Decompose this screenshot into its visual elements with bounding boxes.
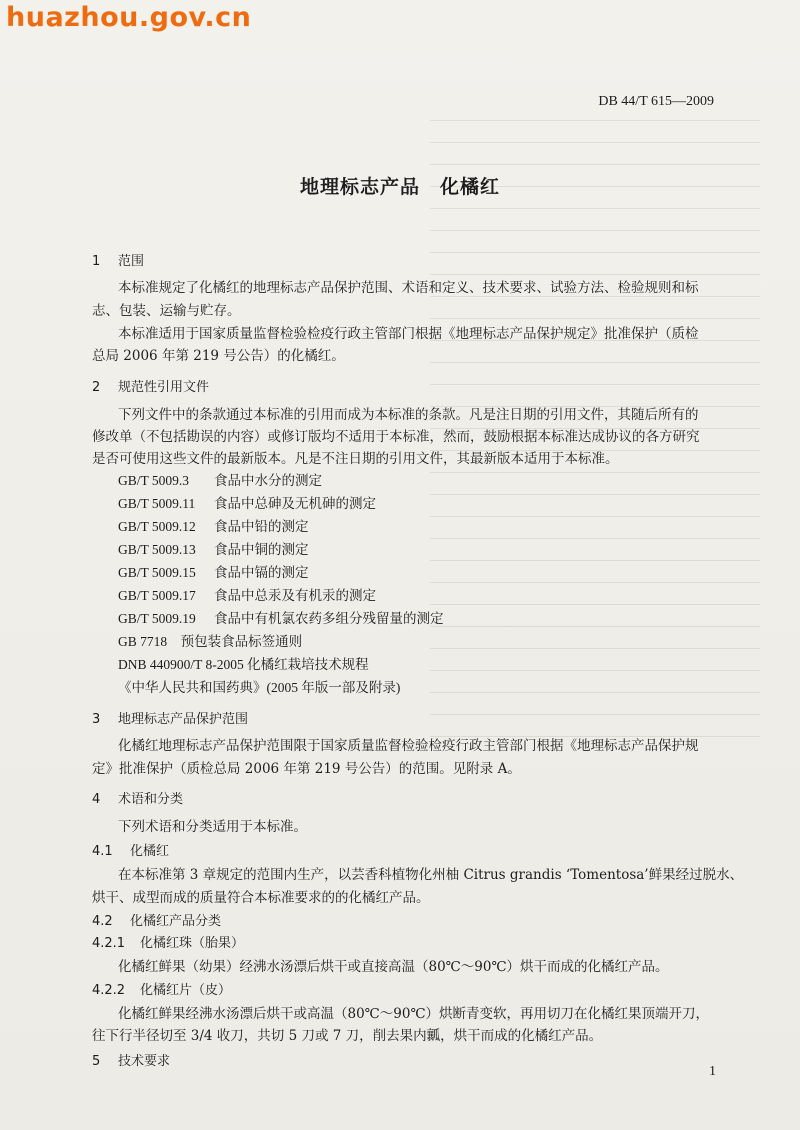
paragraph-line: 定》批准保护（质检总局 2006 年第 219 号公告）的范围。见附录 A。: [92, 761, 521, 777]
section-heading-5: 5 技术要求: [92, 1054, 171, 1069]
paragraph-line: 化橘红鲜果经沸水汤漂后烘干或高温（80℃～90℃）烘断青变软，再用切刀在化橘红果顶端开刀，: [118, 1006, 710, 1022]
paragraph-line: 修改单（不包括勘误的内容）或修订版均不适用于本标准，然而，鼓励根据本标准达成协议的各方研究: [92, 429, 700, 445]
paragraph-line: 往下行半径切至 3/4 收刀，共切 5 刀或 7 刀，削去果内瓤，烘干而成的化橘红产品。: [92, 1028, 603, 1044]
paragraph-line: 本标准规定了化橘红的地理标志产品保护范围、术语和定义、技术要求、试验方法、检验规则和标: [118, 280, 699, 296]
site-watermark: huazhou.gov.cn: [6, 2, 252, 33]
reference-item: GB/T 5009.17 食品中总汞及有机汞的测定: [118, 588, 376, 603]
paragraph-line: 在本标准第 3 章规定的范围内生产，以芸香科植物化州柚 Citrus grandis ‘Tomentosa’鲜果经过脱水、: [118, 867, 744, 883]
reference-item: GB 7718 预包装食品标签通则: [118, 634, 303, 649]
subsection-heading-4-2: 4.2 化橘红产品分类: [92, 914, 222, 929]
reference-item: GB/T 5009.15 食品中镉的测定: [118, 565, 309, 580]
paragraph-line: 烘干、成型而成的质量符合本标准要求的的化橘红产品。: [92, 890, 430, 906]
document-number: DB 44/T 615—2009: [598, 94, 714, 109]
page-title: 地理标志产品 化橘红: [299, 176, 500, 198]
paragraph-line: 志、包装、运输与贮存。: [92, 303, 241, 319]
paragraph-line: 化橘红地理标志产品保护范围限于国家质量监督检验检疫行政主管部门根据《地理标志产品保护规: [118, 738, 699, 754]
paragraph-line: 下列术语和分类适用于本标准。: [118, 819, 307, 835]
reference-item: GB/T 5009.13 食品中铜的测定: [118, 542, 309, 557]
paragraph-line: 本标准适用于国家质量监督检验检疫行政主管部门根据《地理标志产品保护规定》批准保护（质检: [118, 326, 699, 342]
page-number: 1: [709, 1064, 716, 1079]
reference-item: DNB 440900/T 8-2005 化橘红栽培技术规程: [118, 657, 369, 672]
paragraph-line: 化橘红鲜果（幼果）经沸水汤漂后烘干或直接高温（80℃～90℃）烘干而成的化橘红产品。: [118, 959, 669, 975]
subsection-heading-4-2-2: 4.2.2 化橘红片（皮）: [92, 983, 232, 998]
subsection-heading-4-1: 4.1 化橘红: [92, 844, 170, 859]
section-heading-2: 2 规范性引用文件: [92, 380, 210, 395]
reference-item: GB/T 5009.12 食品中铅的测定: [118, 519, 309, 534]
subsection-heading-4-2-1: 4.2.1 化橘红珠（胎果）: [92, 936, 245, 951]
reference-item: 《中华人民共和国药典》(2005 年版一部及附录): [118, 680, 401, 695]
section-heading-4: 4 术语和分类: [92, 792, 184, 807]
reference-item: GB/T 5009.11 食品中总砷及无机砷的测定: [118, 496, 376, 511]
paragraph-line: 下列文件中的条款通过本标准的引用而成为本标准的条款。凡是注日期的引用文件，其随后所有的: [118, 407, 699, 423]
section-heading-3: 3 地理标志产品保护范围: [92, 712, 249, 727]
section-heading-1: 1 范围: [92, 254, 145, 269]
reference-item: GB/T 5009.19 食品中有机氯农药多组分残留量的测定: [118, 611, 444, 626]
paragraph-line: 是否可使用这些文件的最新版本。凡是不注日期的引用文件，其最新版本适用于本标准。: [92, 451, 619, 467]
paragraph-line: 总局 2006 年第 219 号公告）的化橘红。: [92, 348, 345, 364]
reference-item: GB/T 5009.3 食品中水分的测定: [118, 473, 322, 488]
